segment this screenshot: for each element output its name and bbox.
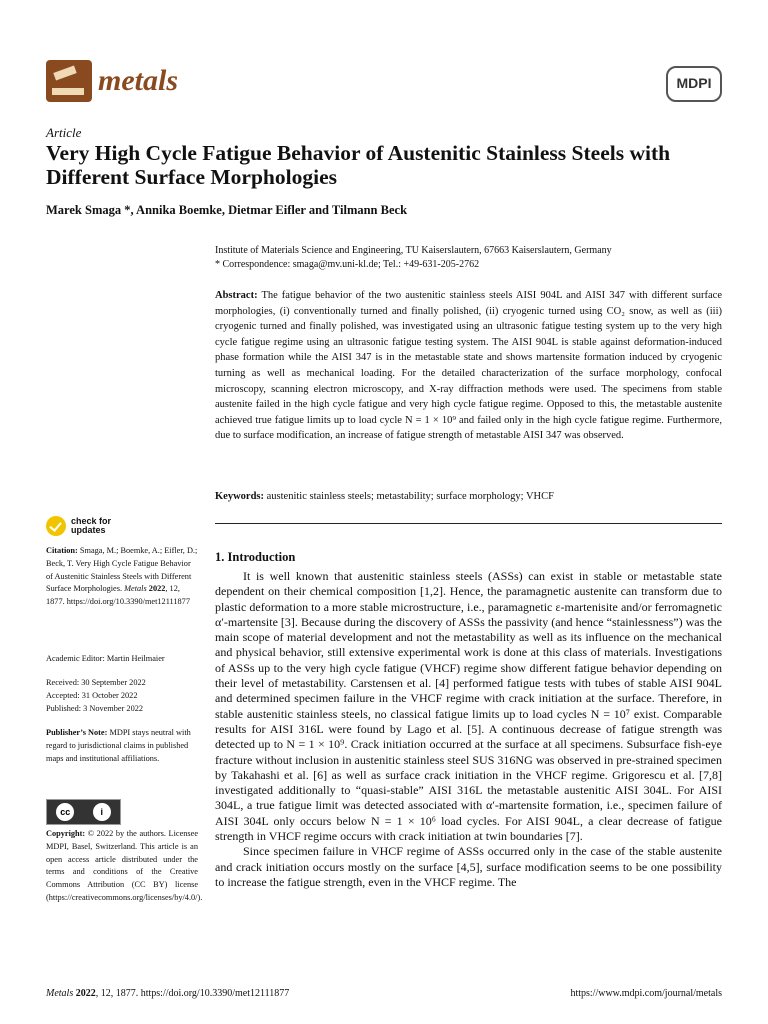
keywords-text: austenitic stainless steels; metastability; surface morphology; VHCF bbox=[266, 491, 554, 502]
footer-journal: Metals bbox=[46, 988, 74, 999]
body-paragraph: Since specimen failure in VHCF regime of ASSs occurred only in the case of the stable austenite and crack initiation occurs mostly on the surface [4,5], surface modification seems to be one possibility to increase the fatigue strength, even in the VHCF regime. The bbox=[215, 844, 722, 889]
divider bbox=[215, 523, 722, 524]
footer-year: 2022 bbox=[75, 988, 96, 999]
copyright-block bbox=[46, 828, 203, 905]
publisher-note-text: MDPI stays neutral with regard to jurisdictional claims in published maps and institutional affiliations. bbox=[46, 728, 191, 763]
published-date: Published: 3 November 2022 bbox=[46, 703, 144, 713]
received-date: Received: 30 September 2022 bbox=[46, 678, 146, 687]
citation-block bbox=[46, 545, 198, 609]
abstract-label: Abstract: bbox=[215, 290, 258, 301]
citation-label: Citation: bbox=[46, 546, 78, 555]
check-updates-line: updates bbox=[71, 525, 106, 535]
mdpi-logo[interactable] bbox=[666, 66, 722, 102]
body-paragraph: It is well known that austenitic stainless steels (ASSs) can exist in stable or metastable state dependent on their chemical composition [1,2]. Hence, the paramagnetic austenite can transform due to plastic deformation to a more stable microstructure, i.e., paramagnetic ε-martenisite and/or ferromagnetic α′-martensite [3]. Because during the discovery of ASSs the passivity (and hence “stainlessness”) was the main scope of material development and not the metastability as well as its influence on the mechanical and physical behavior, still extensive experimental work is done at this class of materials. Investigations of ASSs up to the very high cycle fatigue (VHCF) regime show different fatigue behavior depending on their level of metastability. Carstensen et al. [4] performed fatigue tests with tubes of stable AISI 904L and determined specimen failure in the VHCF regime with crack initiation at the surface. Therefore, in stable austenitic stainless steels, no classical fatigue limits up to load cycles N = 10⁷ exist. Comparable results for AISI 316L were found by Lago et al. [5]. A continuous decrease of fatigue strength was detected up to N = 1 × 10⁹. Crack initiation occurred at the surface at all specimens. Subsurface fish-eye fracture without inclusion in austenitic stainless steel SUS 316NG was observed in pre-strained specimen by Takahashi et al. [6] as well as surface crack initiation in the VHCF regime. Grigorescu et al. [7,8] investigated additionally to “quasi-stable” AISI 316L the metastable austenitic AISI 304L. For AISI 304L, a true fatigue limit was detected associated with α′-martensite formation, i.e., specimen failure of AISI 304L only occurs below N = 1 × 10⁶ load cycles. For AISI 904L, a clear decrease of fatigue strength in VHCF regime occurs with crack initiation at twin boundaries [7]. bbox=[215, 569, 722, 844]
citation-journal: Metals bbox=[124, 584, 147, 594]
section-body bbox=[215, 569, 722, 890]
journal-name: metals bbox=[98, 64, 178, 97]
copyright-text: © 2022 by the authors. Licensee MDPI, Basel, Switzerland. This article is an open access article distributed under the terms and conditions of the Creative Commons Attribution (CC BY) license (https://creativecommons.org/licenses/by/4.0/). bbox=[46, 829, 203, 902]
citation-text: Smaga, M.; Boemke, A.; Eifler, D.; Beck, T. Very High Cycle Fatigue Behavior of Austenitic Stainless Steels with Different Surface Morphologies. bbox=[46, 546, 198, 594]
section-heading: 1. Introduction bbox=[215, 550, 296, 564]
check-updates-line: check for bbox=[71, 516, 112, 526]
affiliation-institute: Institute of Materials Science and Engineering, TU Kaiserslautern, 67663 Kaiserslautern, Germany bbox=[215, 245, 612, 256]
abstract bbox=[215, 288, 722, 444]
anvil-icon bbox=[46, 60, 92, 102]
cc-by-license-badge[interactable] bbox=[46, 799, 121, 825]
article-type: Article bbox=[46, 125, 82, 140]
publisher-note-label: Publisher’s Note: bbox=[46, 728, 108, 737]
accepted-date: Accepted: 31 October 2022 bbox=[46, 690, 138, 700]
citation-year: 2022 bbox=[148, 584, 166, 594]
correspondence: * Correspondence: smaga@mv.uni-kl.de; Tel.: +49-631-205-2762 bbox=[215, 259, 480, 270]
journal-logo[interactable] bbox=[46, 60, 178, 102]
footer-journal-url[interactable]: https://www.mdpi.com/journal/metals bbox=[570, 988, 722, 999]
checkmark-icon bbox=[46, 516, 66, 536]
keywords bbox=[215, 491, 722, 502]
copyright-label: Copyright: bbox=[46, 829, 86, 838]
cc-icon: cc bbox=[56, 803, 74, 821]
citation-doi[interactable]: , 12, 1877. https://doi.org/10.3390/met12111877 bbox=[46, 584, 190, 607]
footer-citation bbox=[46, 988, 289, 999]
publisher-note bbox=[46, 727, 198, 765]
author-list: Marek Smaga *, Annika Boemke, Dietmar Eifler and Tilmann Beck bbox=[46, 203, 408, 217]
article-title: Very High Cycle Fatigue Behavior of Austenitic Stainless Steels with Different Surface Morphologies bbox=[46, 141, 671, 189]
attribution-icon: i bbox=[93, 803, 111, 821]
academic-editor: Academic Editor: Martin Heilmaier bbox=[46, 654, 165, 663]
abstract-text: The fatigue behavior of the two austenitic stainless steels AISI 904L and AISI 347 with different surface morphologies, (i) conventionally turned and finally polished, (ii) cryogenic turned using CO₂ snow, as well as (iii) cryogenic turned and finally polished, was investigated using an ultrasonic fatigue testing system up to the very high cycle fatigue regime using an ultrasonic fatigue testing system. The AISI 904L is stable against deformation-induced phase formation while the AISI 347 is in the metastable state and shows martensite formation induced by cryogenic turning as well as mechanical loading. For the detailed characterization of the surface morphology, confocal microscopy, scanning electron microscopy, and X-ray diffraction methods were used. The specimens from stable austenite failed in the high cycle fatigue and very high cycle fatigue regime. Opposed to this, the metastable austenite achieved true fatigue limits up to load cycle N = 1 × 10⁹ and failed only in the high cycle fatigue regime. Furthermore, due to surface modification, an increase of fatigue strength of metastable AISI 347 was observed. bbox=[215, 290, 722, 442]
footer-doi[interactable]: , 12, 1877. https://doi.org/10.3390/met12111877 bbox=[95, 988, 290, 999]
check-for-updates-badge[interactable] bbox=[46, 516, 111, 536]
affiliation-block bbox=[215, 244, 722, 272]
publisher-name: MDPI bbox=[676, 75, 712, 91]
keywords-label: Keywords: bbox=[215, 491, 264, 502]
dates-block bbox=[46, 677, 198, 715]
